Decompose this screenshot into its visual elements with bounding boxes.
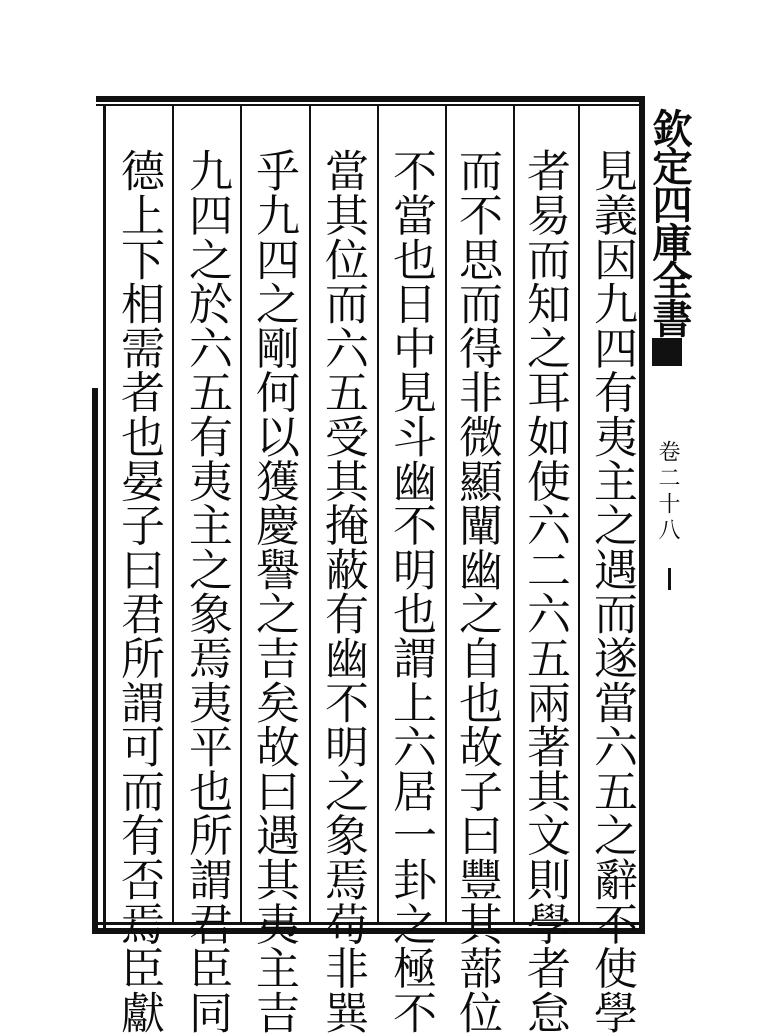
frame-top-border: [96, 96, 644, 102]
text-column-2: 者易而知之耳如使六二六五兩著其文則學者怠: [519, 148, 570, 1034]
column-rule: [578, 104, 580, 924]
text-column-3: 而不思而得非微顯闡幽之自也故子曰豐其蔀位: [451, 148, 502, 1034]
frame-right-border: [639, 96, 645, 930]
column-rule: [445, 104, 447, 924]
text-column-4: 不當也日中見斗幽不明也謂上六居一卦之極不: [385, 148, 436, 1034]
frame-top-inner-border: [96, 104, 644, 106]
book-title: 欽定四庫全書: [646, 108, 693, 336]
frame-left-border: [103, 104, 106, 928]
column-rule: [309, 104, 311, 924]
text-column-8: 德上下相需者也晏子曰君所謂可而有否焉臣獻: [113, 148, 164, 1034]
text-column-1: 見義因九四有夷主之遇而遂當六五之辭不使學: [586, 148, 637, 1034]
column-rule: [240, 104, 242, 924]
column-rule: [172, 104, 174, 924]
fishtail-mark: [652, 338, 682, 366]
column-rule: [377, 104, 379, 924]
column-rule: [513, 104, 515, 924]
frame-left-edge: [92, 388, 98, 928]
text-column-6: 乎九四之剛何以獲慶譽之吉矣故曰遇其夷主吉: [248, 148, 299, 1034]
text-column-5: 當其位而六五受其掩蔽有幽不明之象焉苟非巽: [317, 148, 368, 1034]
volume-label: 卷二十八: [655, 440, 680, 544]
margin-tick-mark: [668, 568, 671, 590]
text-column-7: 九四之於六五有夷主之象焉夷平也所謂君臣同: [181, 148, 232, 1034]
